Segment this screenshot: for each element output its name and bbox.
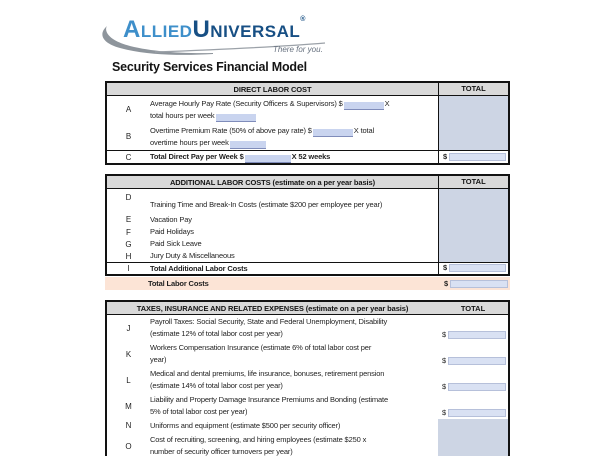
row-text: Medical and dental premiums, life insurance, bonuses, retirement pension	[150, 369, 385, 378]
row-label: F	[126, 227, 131, 237]
table-row-O	[107, 432, 508, 456]
row-text: Vacation Pay	[150, 214, 192, 224]
total-cell-N	[438, 419, 508, 432]
row-text: (estimate 14% of total labor cost per year)	[150, 381, 283, 390]
description-line	[150, 250, 438, 262]
row-label: B	[125, 132, 132, 141]
input-blank[interactable]	[344, 102, 384, 110]
row-text: Total Additional Labor Costs	[150, 263, 248, 273]
dollar-sign: $	[442, 382, 447, 391]
row-text: Cost of recruiting, screening, and hiring employees (estimate $250 x	[150, 435, 367, 444]
row-description	[150, 263, 438, 274]
table-box-direct-labor-cost	[105, 81, 510, 165]
table-row-B	[107, 123, 508, 150]
row-label: D	[125, 193, 132, 202]
section-header-row	[107, 302, 508, 315]
description-line	[150, 137, 438, 149]
total-input[interactable]	[448, 383, 506, 391]
row-description	[150, 341, 438, 367]
table-row-M	[107, 393, 508, 419]
dollar-sign: $	[443, 152, 448, 161]
total-cell-E	[438, 213, 508, 226]
total-cell-A	[438, 96, 508, 123]
footer-text	[148, 278, 440, 290]
description-line	[150, 151, 438, 163]
allied-universal-logo	[95, 14, 400, 60]
description-line	[150, 238, 438, 250]
total-column-header: TOTAL	[438, 83, 508, 95]
logo-word2-initial: U	[192, 16, 211, 43]
description-line	[150, 434, 438, 446]
row-label: M	[125, 401, 132, 411]
description-line	[150, 199, 438, 211]
table-direct-labor-cost	[105, 81, 510, 165]
total-column-header: TOTAL	[460, 303, 486, 313]
total-input[interactable]	[448, 357, 506, 365]
dollar-sign: $	[444, 279, 449, 288]
row-text: Uniforms and equipment (estimate $500 per security officer)	[150, 420, 341, 430]
page-title: Security Services Financial Model	[112, 60, 307, 74]
dollar-sign: $	[442, 330, 447, 339]
description-line	[150, 110, 438, 122]
description-line	[150, 342, 438, 354]
row-description	[150, 213, 438, 226]
total-column-header: TOTAL	[438, 176, 508, 188]
table-row-A	[107, 96, 508, 123]
total-input[interactable]	[448, 409, 506, 417]
row-label: K	[125, 349, 132, 359]
table-row-E	[107, 213, 508, 226]
total-cell-B	[438, 123, 508, 150]
section-header-row	[107, 83, 508, 96]
logo-wordmark	[123, 16, 306, 44]
row-label: L	[126, 375, 131, 385]
row-description	[150, 151, 438, 163]
description-line	[150, 316, 438, 328]
row-label: C	[125, 152, 132, 162]
row-description	[150, 393, 438, 419]
description-line	[150, 354, 438, 366]
tables-container	[105, 81, 510, 456]
description-line	[150, 226, 438, 238]
footer-total-cell[interactable]	[440, 279, 510, 288]
total-cell-O	[438, 432, 508, 456]
logo-tagline: There for you.	[273, 45, 323, 54]
total-cell-K[interactable]	[438, 341, 508, 367]
description-line	[150, 446, 438, 456]
total-cell-D	[438, 189, 508, 213]
row-label: N	[125, 421, 132, 430]
row-description	[150, 250, 438, 262]
row-description	[150, 123, 438, 150]
input-blank[interactable]	[230, 141, 266, 149]
row-label: E	[125, 215, 132, 224]
table-row-N	[107, 419, 508, 432]
input-blank[interactable]	[245, 155, 291, 163]
row-text: overtime hours per week	[150, 137, 229, 147]
table-row-F	[107, 226, 508, 238]
total-cell-H	[438, 250, 508, 262]
section-header: TAXES, INSURANCE AND RELATED EXPENSES (estimate on a per year basis)	[136, 303, 409, 313]
total-cell-J[interactable]	[438, 315, 508, 341]
row-text: Total Labor Costs	[148, 278, 209, 288]
row-label: J	[126, 323, 131, 333]
row-text: year)	[150, 355, 167, 364]
table-row-G	[107, 238, 508, 250]
row-label: H	[125, 251, 132, 261]
input-blank[interactable]	[313, 129, 353, 137]
description-line	[150, 406, 438, 418]
row-label: O	[125, 441, 132, 451]
total-input[interactable]	[449, 264, 506, 272]
table-row-C	[107, 150, 508, 163]
description-line	[150, 98, 438, 110]
table-row-L	[107, 367, 508, 393]
row-text: Total Direct Pay per Week $	[150, 152, 244, 161]
description-line	[150, 420, 438, 432]
table-row-K	[107, 341, 508, 367]
row-description	[150, 238, 438, 250]
row-text: number of security officer turnovers per year)	[150, 447, 293, 456]
table-row-H	[107, 250, 508, 262]
total-cell-C[interactable]	[438, 151, 508, 163]
row-label: A	[125, 105, 132, 114]
table-row-D	[107, 189, 508, 213]
row-label: G	[125, 239, 132, 249]
row-text: Liability and Property Damage Insurance Premiums and Bonding (estimate	[150, 395, 388, 404]
row-description	[150, 189, 438, 213]
logo-word1-initial: A	[123, 16, 141, 43]
row-text: Workers Compensation Insurance (estimate 6% of total labor cost per	[150, 343, 372, 352]
row-text: total hours per week	[150, 110, 215, 120]
section-header: ADDITIONAL LABOR COSTS (estimate on a per year basis)	[169, 177, 376, 187]
total-labor-costs-row	[105, 277, 510, 290]
total-cell-L[interactable]	[438, 367, 508, 393]
row-text: 5% of total labor cost per year)	[150, 407, 248, 416]
total-cell-I[interactable]	[438, 263, 508, 274]
dollar-sign: $	[442, 356, 447, 365]
row-description	[150, 419, 438, 432]
section-header: DIRECT LABOR COST	[233, 84, 312, 94]
row-label: I	[127, 264, 130, 273]
table-row-J	[107, 315, 508, 341]
description-line	[150, 328, 438, 340]
dollar-sign: $	[442, 408, 447, 417]
row-description	[150, 96, 438, 123]
logo-word1-rest: LLIED	[140, 22, 193, 41]
row-description	[150, 315, 438, 341]
total-input[interactable]	[450, 280, 508, 288]
dollar-sign: $	[443, 263, 448, 272]
total-cell-F	[438, 226, 508, 238]
row-text: Payroll Taxes: Social Security, State and Federal Unemployment, Disability	[150, 317, 388, 326]
total-input[interactable]	[448, 331, 506, 339]
description-line	[150, 368, 438, 380]
description-line	[150, 380, 438, 392]
total-cell-G	[438, 238, 508, 250]
row-text: Overtime Premium Rate (50% of above pay rate) $	[150, 125, 312, 135]
description-line	[150, 263, 438, 275]
section-header-row	[107, 176, 508, 189]
row-text: (estimate 12% of total labor cost per year)	[150, 329, 283, 338]
total-input[interactable]	[449, 153, 506, 161]
table-additional-labor-costs	[105, 174, 510, 290]
table-box-taxes-insurance-expenses	[105, 300, 510, 456]
input-blank[interactable]	[216, 114, 256, 122]
description-line	[150, 214, 438, 226]
row-text: X	[384, 98, 390, 108]
description-line	[150, 125, 438, 137]
table-row-I	[107, 262, 508, 274]
row-description	[150, 367, 438, 393]
description-line	[148, 278, 440, 290]
row-text: X total	[353, 125, 374, 135]
row-description	[150, 226, 438, 238]
row-text: Jury Duty & Miscellaneous	[150, 251, 235, 260]
logo-word2-rest: NIVERSAL	[210, 22, 301, 41]
row-text: Training Time and Break-In Costs (estimate $200 per employee per year)	[150, 200, 383, 209]
table-taxes-insurance-expenses	[105, 300, 510, 456]
row-description	[150, 432, 438, 456]
row-text: X 52 weeks	[291, 152, 331, 161]
table-box-additional-labor-costs	[105, 174, 510, 276]
footer-label-spacer	[105, 277, 148, 290]
row-text: Paid Holidays	[150, 227, 194, 236]
row-text: Paid Sick Leave	[150, 239, 202, 248]
description-line	[150, 394, 438, 406]
total-cell-M[interactable]	[438, 393, 508, 419]
registered-mark: ®	[300, 16, 306, 23]
row-text: Average Hourly Pay Rate (Security Officers & Supervisors) $	[150, 98, 343, 108]
